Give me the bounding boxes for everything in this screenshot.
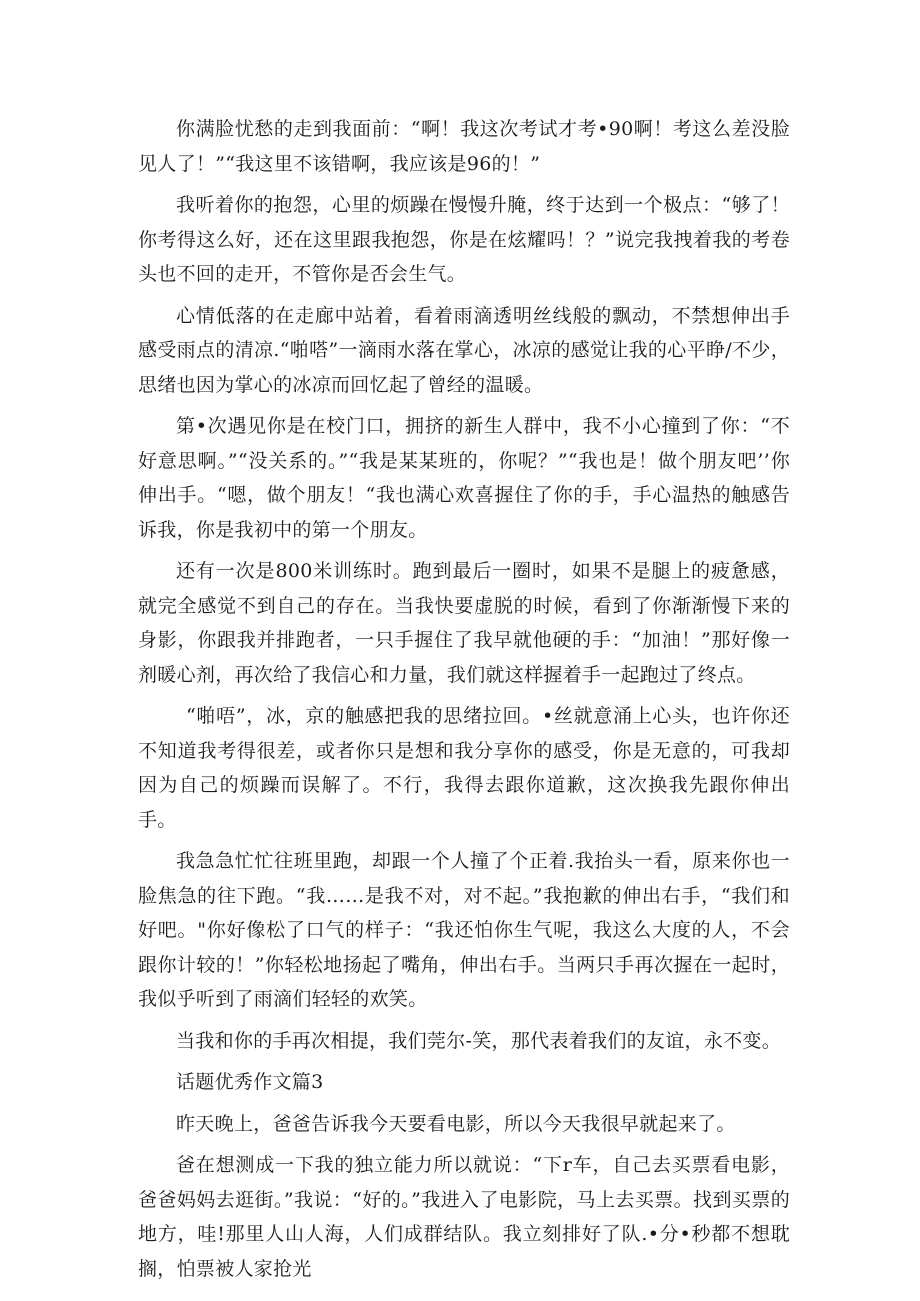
article-body [138,112,790,1293]
paragraph-7: 我急急忙忙往班里跑，却跟一个人撞了个正着.我抬头一看，原来你也一脸焦急的往下跑。“我……是我不对，对不起。”我抱歉的伸出右手，“我们和好吧。"你好像松了口气的样子：“我还怕你生气呢，我这么大度的人，不会跟你计较的！”你轻松地扬起了嘴角，伸出右手。当两只手再次握在一起时，我似乎听到了雨滴们轻轻的欢笑。 [138,850,790,1010]
paragraph-6: “啪唔”，冰，京的触感把我的思绪拉回。•丝就意涌上心头，也许你还不知道我考得很差，或者你只是想和我分享你的感受，你是无意的，可我却因为自己的烦躁而误解了。不行，我得去跟你道歉，这次换我先跟你伸出手。 [138,705,790,831]
section-heading: 话题优秀作文篇3 [176,1071,324,1093]
paragraph-1: 你满脸忧愁的走到我面前：“啊！我这次考试才考•90啊！考这么差没脸见人了！”“我这里不该错啊，我应该是96的！” [138,118,790,175]
paragraph-2: 我听着你的抱怨，心里的烦躁在慢慢升腌，终于达到一个极点：“够了！你考得这么好，还在这里跟我抱怨，你是在炫耀吗！？”说完我拽着我的考卷头也不回的走开，不管你是否会生气。 [138,194,790,285]
paragraph-9: 昨天晚上，爸爸告诉我今天要看电影，所以今天我很早就起来了。 [176,1112,736,1135]
paragraph-3: 心情低落的在走廊中站着，看着雨滴透明丝线般的飘动，不禁想伸出手感受雨点的清凉.“啪嗒”一滴雨水落在掌心，冰凉的感觉让我的心平睁/不少，思绪也因为掌心的冰凉而回忆起了曾经的温暖。 [138,304,790,396]
paragraph-8: 当我和你的手再次相提，我们莞尔-笑，那代表着我们的友谊，永不变。 [176,1029,782,1052]
paragraph-10: 爸在想测成一下我的独立能力所以就说：“下r车，自己去买票看电影，爸爸妈妈去逛街。”我说：“好的。”我进入了电影院，马上去买票。找到买票的地方，哇!那里人山人海，人们成群结队。我立刻排好了队.•分•秒都不想耽搁，怕票被人家抢光 [138,1154,790,1280]
paragraph-5: 还有一次是800米训练时。跑到最后一圈时，如果不是腿上的疲惫感，就完全感觉不到自己的存在。当我快要虚脱的时候，看到了你渐渐慢下来的身影，你跟我并排跑者，一只手握住了我早就他硬的手：“加油！”那好像一剂暖心剂，再次给了我信心和力量，我们就这样握着手一起跑过了终点。 [138,560,790,686]
paragraph-4: 第•次遇见你是在校门口，拥挤的新生人群中，我不小心撞到了你：“不好意思啊。”“没关系的。”“我是某某班的，你呢？”“我也是！做个朋友吧’’你伸出手。“嗯，做个朋友！“我也满心欢喜握住了你的手，手心温热的触感告诉我，你是我初中的第一个朋友。 [138,415,790,541]
